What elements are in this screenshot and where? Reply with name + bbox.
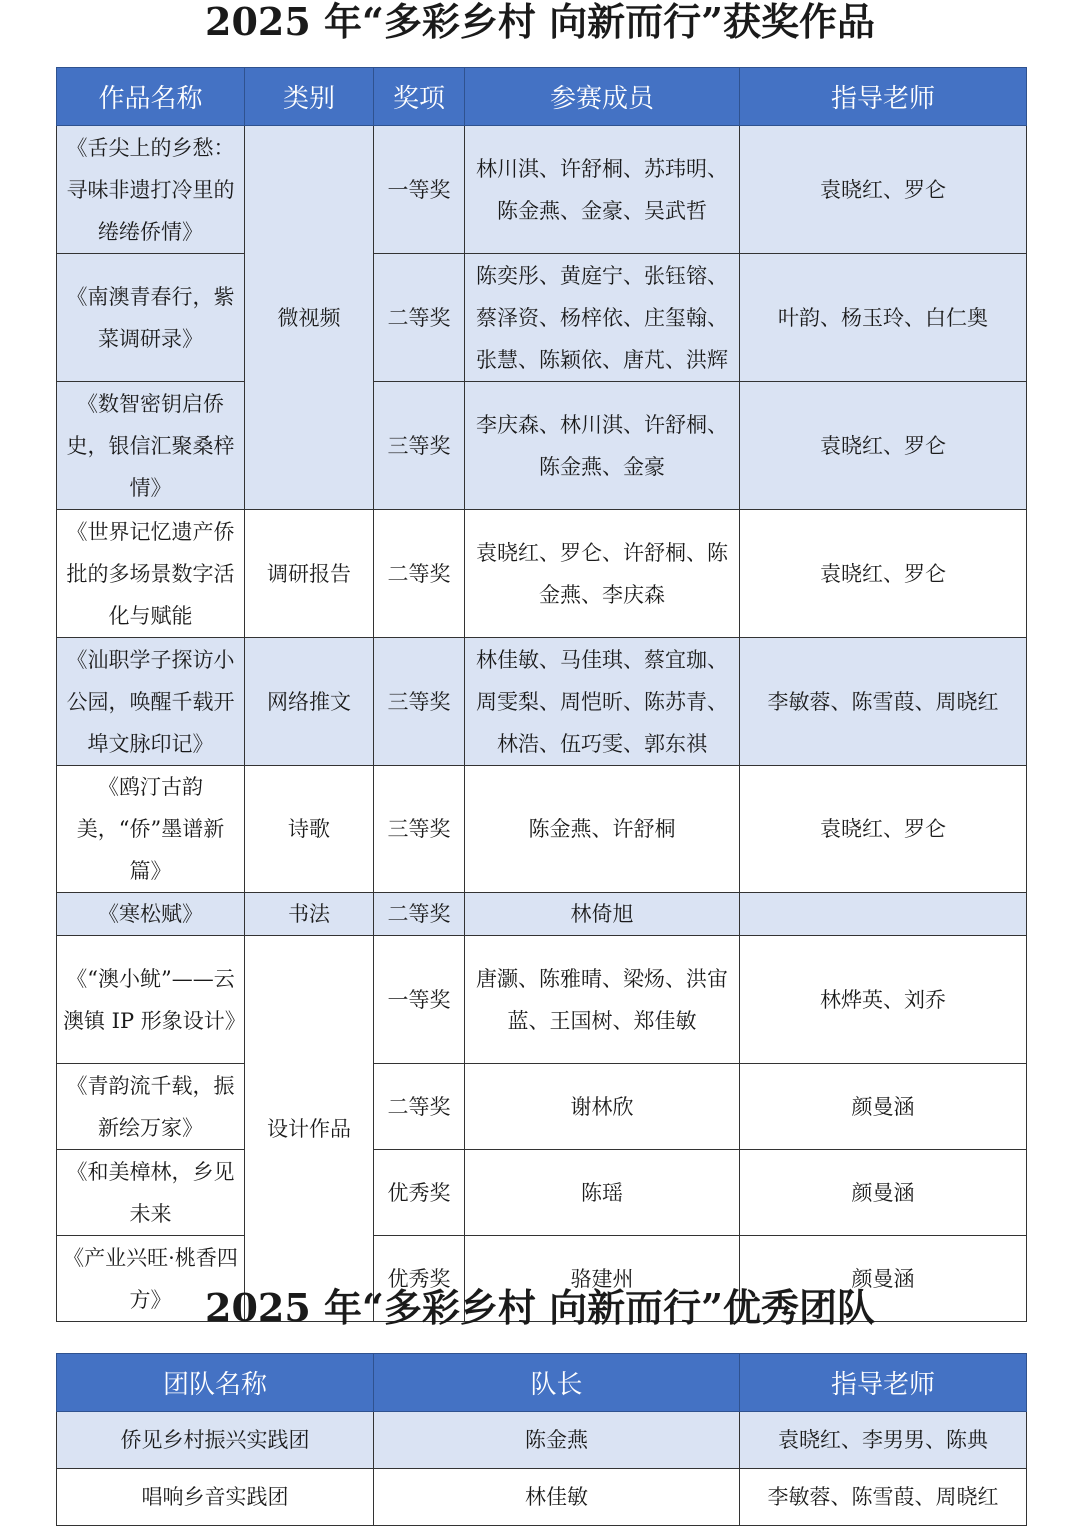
header-team-name: 团队名称 — [57, 1354, 374, 1412]
members-cell: 袁晓红、罗仑、许舒桐、陈金燕、李庆森 — [465, 510, 740, 638]
awards-table — [56, 67, 1027, 1322]
members-cell: 骆建州 — [465, 1236, 740, 1322]
header-captain: 队长 — [374, 1354, 740, 1412]
work-name: 《世界记忆遗产侨批的多场景数字活化与赋能 — [57, 510, 245, 638]
award-cell: 三等奖 — [374, 766, 465, 893]
table-row — [57, 382, 1027, 510]
team-name: 唱响乡音实践团 — [57, 1469, 374, 1526]
work-name: 《数智密钥启侨史，银信汇聚桑梓情》 — [57, 382, 245, 510]
table-row — [57, 893, 1027, 936]
members-cell: 陈金燕、许舒桐 — [465, 766, 740, 893]
captain-cell: 林佳敏 — [374, 1469, 740, 1526]
category-cell: 网络推文 — [245, 638, 374, 766]
members-cell: 陈奕彤、黄庭宁、张钰镕、蔡泽资、杨梓依、庄玺翰、张慧、陈颖依、唐芃、洪辉 — [465, 254, 740, 382]
teachers-cell: 李敏蓉、陈雪葭、周晓红 — [740, 638, 1027, 766]
work-name: 《“澳小鱿”——云澳镇 IP 形象设计》 — [57, 936, 245, 1064]
members-cell: 唐灏、陈雅晴、梁炀、洪宙蓝、王国树、郑佳敏 — [465, 936, 740, 1064]
members-cell: 谢林欣 — [465, 1064, 740, 1150]
table-row — [57, 1064, 1027, 1150]
award-cell: 三等奖 — [374, 638, 465, 766]
header-members: 参赛成员 — [465, 68, 740, 126]
table-row — [57, 510, 1027, 638]
category-cell: 设计作品 — [245, 936, 374, 1322]
teachers-cell: 颜曼涵 — [740, 1150, 1027, 1236]
header-work-name: 作品名称 — [57, 68, 245, 126]
work-name: 《产业兴旺·桃香四方》 — [57, 1236, 245, 1322]
teams-table — [56, 1353, 1027, 1526]
table-row — [57, 766, 1027, 893]
category-cell: 书法 — [245, 893, 374, 936]
teams-header-row — [57, 1354, 1027, 1412]
award-cell: 优秀奖 — [374, 1236, 465, 1322]
table-row — [57, 254, 1027, 382]
work-name: 《南澳青春行，紫菜调研录》 — [57, 254, 245, 382]
work-name: 《舌尖上的乡愁：寻味非遗打冷里的绻绻侨情》 — [57, 126, 245, 254]
teachers-cell: 颜曼涵 — [740, 1064, 1027, 1150]
award-cell: 二等奖 — [374, 254, 465, 382]
teachers-cell: 袁晓红、罗仑 — [740, 766, 1027, 893]
team-name: 侨见乡村振兴实践团 — [57, 1412, 374, 1469]
members-cell: 林倚旭 — [465, 893, 740, 936]
work-name: 《寒松赋》 — [57, 893, 245, 936]
table-row — [57, 1412, 1027, 1469]
header-award: 奖项 — [374, 68, 465, 126]
award-cell: 一等奖 — [374, 936, 465, 1064]
awards-title: 2025 年“多彩乡村 向新而行”获奖作品 — [205, 0, 875, 44]
category-cell: 微视频 — [245, 126, 374, 510]
table-row — [57, 126, 1027, 254]
header-teachers: 指导老师 — [740, 68, 1027, 126]
teachers-cell — [740, 893, 1027, 936]
captain-cell: 陈金燕 — [374, 1412, 740, 1469]
teachers-cell: 袁晓红、罗仑 — [740, 126, 1027, 254]
teachers-cell: 袁晓红、李男男、陈典 — [740, 1412, 1027, 1469]
header-category: 类别 — [245, 68, 374, 126]
awards-header-row — [57, 68, 1027, 126]
members-cell: 林川淇、许舒桐、苏玮明、陈金燕、金豪、吴武哲 — [465, 126, 740, 254]
teachers-cell: 李敏蓉、陈雪葭、周晓红 — [740, 1469, 1027, 1526]
work-name: 《青韵流千载，振新绘万家》 — [57, 1064, 245, 1150]
teachers-cell: 叶韵、杨玉玲、白仁奥 — [740, 254, 1027, 382]
work-name: 《汕职学子探访小公园，唤醒千载开埠文脉印记》 — [57, 638, 245, 766]
work-name: 《鸥汀古韵美，“侨”墨谱新篇》 — [57, 766, 245, 893]
work-name: 《和美樟林，乡见未来 — [57, 1150, 245, 1236]
teams-title: 2025 年“多彩乡村 向新而行”优秀团队 — [205, 1285, 875, 1330]
teachers-cell: 袁晓红、罗仑 — [740, 510, 1027, 638]
category-cell: 调研报告 — [245, 510, 374, 638]
teachers-cell: 林烨英、刘乔 — [740, 936, 1027, 1064]
award-cell: 二等奖 — [374, 510, 465, 638]
award-cell: 二等奖 — [374, 893, 465, 936]
award-cell: 优秀奖 — [374, 1150, 465, 1236]
teachers-cell: 颜曼涵 — [740, 1236, 1027, 1322]
teachers-cell: 袁晓红、罗仑 — [740, 382, 1027, 510]
award-cell: 二等奖 — [374, 1064, 465, 1150]
table-row — [57, 1469, 1027, 1526]
members-cell: 李庆森、林川淇、许舒桐、陈金燕、金豪 — [465, 382, 740, 510]
members-cell: 林佳敏、马佳琪、蔡宜珈、周雯梨、周恺昕、陈苏青、林浩、伍巧雯、郭东祺 — [465, 638, 740, 766]
members-cell: 陈瑶 — [465, 1150, 740, 1236]
table-row — [57, 1150, 1027, 1236]
category-cell: 诗歌 — [245, 766, 374, 893]
table-row — [57, 936, 1027, 1064]
header-team-teachers: 指导老师 — [740, 1354, 1027, 1412]
award-cell: 一等奖 — [374, 126, 465, 254]
award-cell: 三等奖 — [374, 382, 465, 510]
table-row — [57, 638, 1027, 766]
